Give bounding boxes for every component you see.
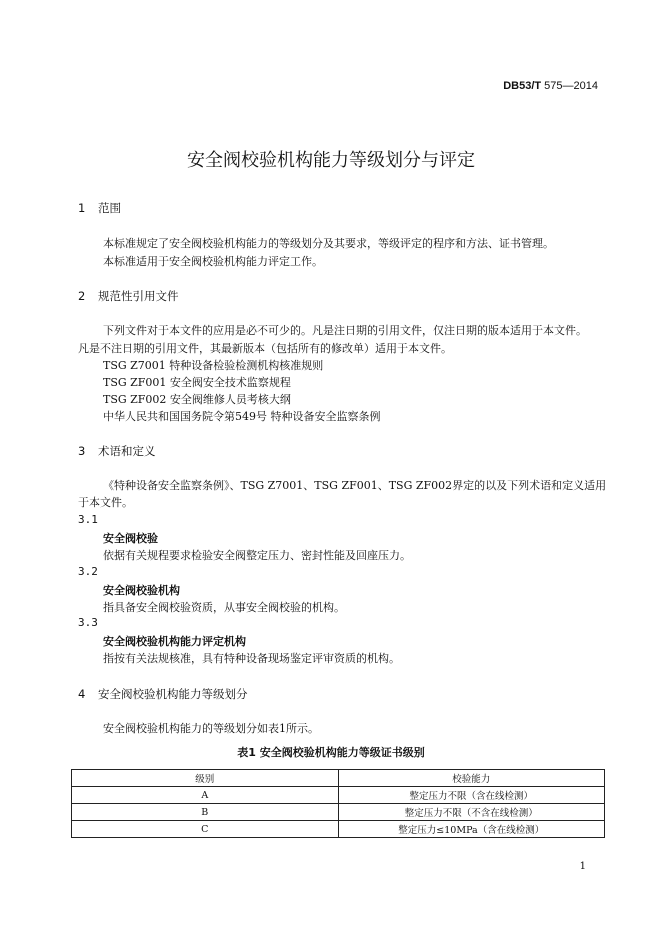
term-definition: 指按有关法规核准，具有特种设备现场鉴定评审资质的机构。 [103, 652, 400, 665]
term-name: 安全阀校验 [103, 532, 158, 545]
term-number: 3.1 [78, 513, 98, 526]
table-cell-grade: C [72, 821, 339, 838]
section-3-intro-line: 《特种设备安全监察条例》、TSG Z7001、TSG ZF001、TSG ZF002界定的以及下列术语和定义适用 [103, 479, 607, 492]
grade-table [71, 769, 605, 838]
table-header-row [72, 770, 605, 787]
section-1-paragraph: 本标准规定了安全阀校验机构能力的等级划分及其要求，等级评定的程序和方法、证书管理。 [103, 237, 554, 250]
table-cell-grade: B [72, 804, 339, 821]
section-2-paragraph-line: 凡是不注日期的引用文件，其最新版本（包括所有的修改单）适用于本文件。 [78, 342, 452, 355]
standard-code-number: 575—2014 [541, 80, 598, 92]
table-cell-capability: 整定压力不限（不含在线检测） [338, 804, 605, 821]
table-row [72, 804, 605, 821]
section-title: 规范性引用文件 [98, 289, 179, 303]
table-row [72, 821, 605, 838]
reference-item: TSG ZF002 安全阀维修人员考核大纲 [103, 393, 291, 406]
standard-code [503, 80, 598, 92]
section-3-intro-line: 于本文件。 [78, 496, 133, 509]
term-number: 3.2 [78, 565, 98, 578]
section-2-heading [78, 288, 179, 304]
section-2-paragraph-line: 下列文件对于本文件的应用是必不可少的。凡是注日期的引用文件，仅注日期的版本适用于本文件。 [103, 324, 587, 337]
table-caption: 表1 安全阀校验机构能力等级证书级别 [237, 746, 425, 759]
section-number: 2 [78, 289, 86, 303]
term-name: 安全阀校验机构 [103, 584, 180, 597]
reference-item: 中华人民共和国国务院令第549号 特种设备安全监察条例 [103, 410, 381, 423]
table-cell-grade: A [72, 787, 339, 804]
reference-item: TSG ZF001 安全阀安全技术监察规程 [103, 376, 291, 389]
section-1-heading [78, 200, 121, 216]
table-row [72, 787, 605, 804]
section-number: 3 [78, 444, 86, 458]
standard-code-prefix: DB53/T [503, 80, 542, 92]
term-definition: 依据有关规程要求检验安全阀整定压力、密封性能及回座压力。 [103, 549, 411, 562]
section-number: 1 [78, 201, 86, 215]
term-definition: 指具备安全阀校验资质，从事安全阀校验的机构。 [103, 601, 345, 614]
page-number: 1 [579, 861, 586, 872]
section-4-paragraph: 安全阀校验机构能力的等级划分如表1所示。 [103, 722, 319, 735]
section-1-paragraph: 本标准适用于安全阀校验机构能力评定工作。 [103, 255, 323, 268]
table-header-cell: 校验能力 [338, 770, 605, 787]
table-cell-capability: 整定压力不限（含在线检测） [338, 787, 605, 804]
section-title: 安全阀校验机构能力等级划分 [98, 687, 248, 701]
section-title: 术语和定义 [98, 444, 156, 458]
reference-item: TSG Z7001 特种设备检验检测机构核准规则 [103, 359, 324, 372]
section-title: 范围 [98, 201, 121, 215]
section-number: 4 [78, 687, 86, 701]
table-cell-capability: 整定压力≤10MPa（含在线检测） [338, 821, 605, 838]
term-name: 安全阀校验机构能力评定机构 [103, 635, 246, 648]
document-title: 安全阀校验机构能力等级划分与评定 [187, 150, 475, 171]
section-4-heading [78, 686, 248, 702]
table-header-cell: 级别 [72, 770, 339, 787]
section-3-heading [78, 443, 156, 459]
term-number: 3.3 [78, 616, 98, 629]
